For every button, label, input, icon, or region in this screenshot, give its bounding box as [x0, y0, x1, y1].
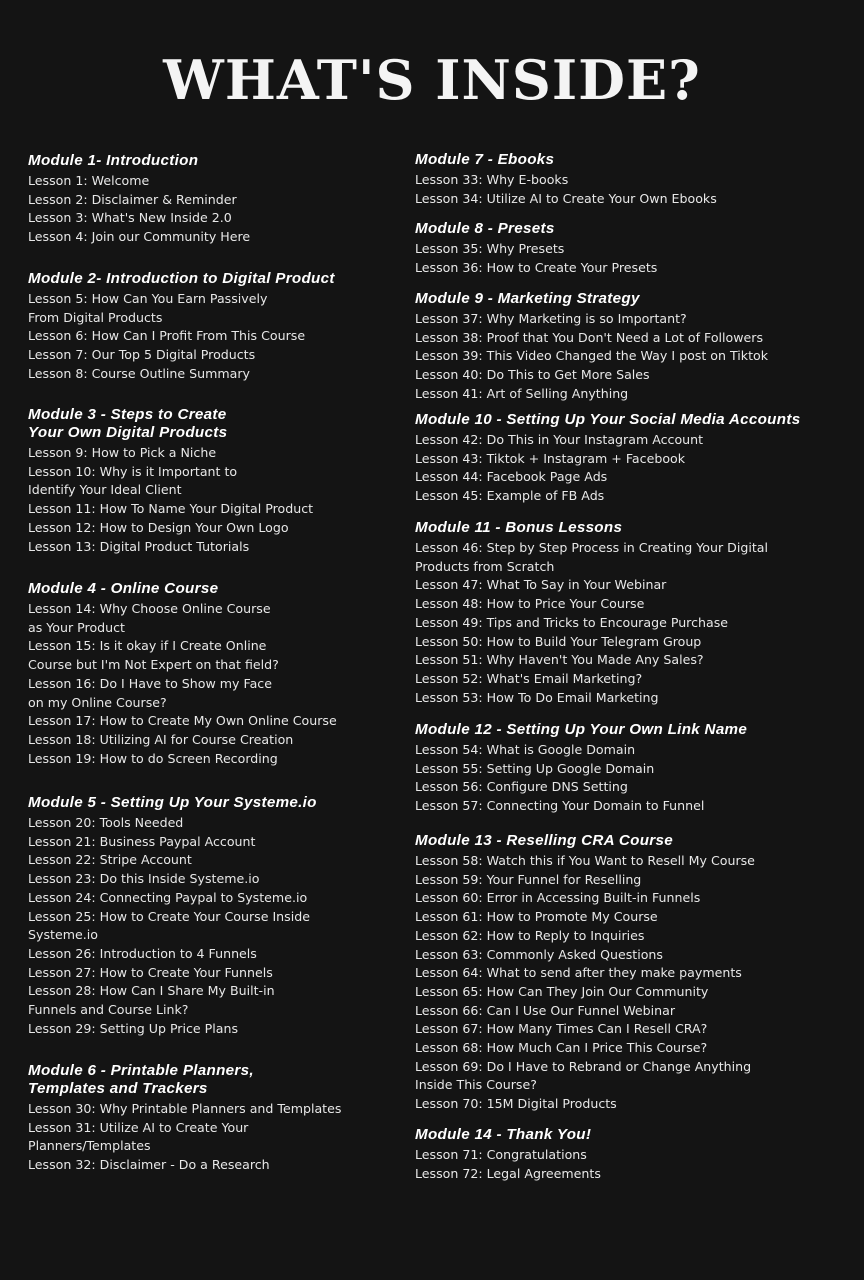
lesson-item: Lesson 39: This Video Changed the Way I post on Tiktok — [415, 348, 768, 364]
lesson-item: Lesson 8: Course Outline Summary — [28, 365, 251, 381]
lesson-item: Lesson 23: Do this Inside Systeme.io — [28, 871, 260, 887]
module-heading: Module 2- Introduction to Digital Product — [28, 270, 335, 287]
lesson-item: Lesson 46: Step by Step Process in Creating Your Digital Products from Scratch — [415, 540, 768, 574]
lesson-item: Lesson 52: What's Email Marketing? — [415, 670, 643, 686]
lesson-item: Lesson 38: Proof that You Don't Need a Lot of Followers — [415, 329, 764, 345]
lesson-item: Lesson 27: How to Create Your Funnels — [28, 964, 273, 980]
lesson-item: Lesson 36: How to Create Your Presets — [415, 259, 658, 275]
lesson-item: Lesson 54: What is Google Domain — [415, 742, 636, 757]
module-section — [415, 151, 860, 208]
module-heading: Module 12 - Setting Up Your Own Link Name — [415, 721, 748, 738]
lesson-item: Lesson 61: How to Promote My Course — [415, 909, 658, 925]
module-section — [28, 406, 458, 556]
lesson-item: Lesson 28: How Can I Share My Built-in Funnels and Course Link? — [28, 983, 275, 1018]
module-section — [415, 1126, 860, 1183]
module-section — [415, 721, 860, 816]
lesson-item: Lesson 16: Do I Have to Show my Face on my Online Course? — [28, 675, 272, 710]
module-heading: Module 14 - Thank You! — [415, 1126, 592, 1143]
lesson-item: Lesson 9: How to Pick a Niche — [28, 445, 217, 460]
lesson-item: Lesson 60: Error in Accessing Built-in Funnels — [415, 890, 701, 906]
lesson-item: Lesson 66: Can I Use Our Funnel Webinar — [415, 1002, 676, 1018]
lesson-item: Lesson 41: Art of Selling Anything — [415, 385, 629, 401]
lesson-item: Lesson 6: How Can I Profit From This Course — [28, 328, 306, 344]
lesson-item: Lesson 24: Connecting Paypal to Systeme.io — [28, 889, 308, 905]
lesson-item: Lesson 71: Congratulations — [415, 1147, 587, 1162]
lesson-item: Lesson 68: How Much Can I Price This Course? — [415, 1040, 708, 1056]
lesson-item: Lesson 31: Utilize AI to Create Your Planners/Templates — [28, 1119, 249, 1154]
lesson-item: Lesson 34: Utilize AI to Create Your Own Ebooks — [415, 190, 717, 206]
lesson-item: Lesson 45: Example of FB Ads — [415, 488, 605, 504]
module-section — [415, 290, 860, 404]
lesson-item: Lesson 1: Welcome — [28, 173, 150, 188]
lesson-item: Lesson 65: How Can They Join Our Community — [415, 983, 709, 999]
module-section — [28, 152, 458, 247]
lesson-item: Lesson 3: What's New Inside 2.0 — [28, 210, 232, 226]
module-section — [28, 1062, 458, 1175]
module-heading: Module 9 - Marketing Strategy — [415, 290, 640, 307]
module-heading: Module 11 - Bonus Lessons — [415, 519, 623, 536]
page-title: WHAT'S INSIDE? — [163, 48, 701, 112]
module-section — [415, 519, 860, 707]
lesson-item: Lesson 13: Digital Product Tutorials — [28, 538, 250, 554]
lesson-item: Lesson 14: Why Choose Online Course as Your Product — [28, 601, 271, 635]
lesson-item: Lesson 55: Setting Up Google Domain — [415, 760, 655, 776]
lesson-item: Lesson 69: Do I Have to Rebrand or Change Anything Inside This Course? — [415, 1058, 752, 1093]
lesson-item: Lesson 2: Disclaimer & Reminder — [28, 191, 237, 207]
module-section — [415, 411, 860, 506]
lesson-item: Lesson 20: Tools Needed — [28, 815, 184, 830]
lesson-item: Lesson 63: Commonly Asked Questions — [415, 946, 663, 962]
lesson-item: Lesson 43: Tiktok + Instagram + Facebook — [415, 450, 686, 466]
lesson-item: Lesson 53: How To Do Email Marketing — [415, 689, 659, 705]
lesson-item: Lesson 17: How to Create My Own Online Course — [28, 713, 337, 729]
lesson-item: Lesson 10: Why is it Important to Identify Your Ideal Client — [28, 463, 238, 498]
lesson-item: Lesson 18: Utilizing AI for Course Creation — [28, 731, 294, 747]
lesson-item: Lesson 4: Join our Community Here — [28, 229, 251, 245]
module-section — [28, 794, 458, 1038]
lesson-item: Lesson 58: Watch this if You Want to Resell My Course — [415, 853, 755, 868]
lesson-item: Lesson 70: 15M Digital Products — [415, 1096, 617, 1112]
lesson-item: Lesson 22: Stripe Account — [28, 852, 192, 868]
module-section — [28, 270, 458, 384]
lesson-item: Lesson 40: Do This to Get More Sales — [415, 367, 650, 383]
lesson-item: Lesson 11: How To Name Your Digital Product — [28, 501, 314, 517]
module-heading: Module 10 - Setting Up Your Social Media Accounts — [415, 411, 801, 428]
lesson-item: Lesson 44: Facebook Page Ads — [415, 469, 608, 485]
lesson-item: Lesson 29: Setting Up Price Plans — [28, 1020, 239, 1036]
module-heading: Module 5 - Setting Up Your Systeme.io — [28, 794, 317, 811]
lesson-item: Lesson 48: How to Price Your Course — [415, 596, 645, 612]
lesson-item: Lesson 26: Introduction to 4 Funnels — [28, 945, 257, 961]
lesson-item: Lesson 57: Connecting Your Domain to Funnel — [415, 798, 705, 814]
lesson-item: Lesson 59: Your Funnel for Reselling — [415, 871, 642, 887]
lesson-item: Lesson 33: Why E-books — [415, 172, 569, 187]
lesson-item: Lesson 56: Configure DNS Setting — [415, 779, 628, 795]
lesson-item: Lesson 5: How Can You Earn Passively From Digital Products — [28, 291, 268, 325]
module-heading: Module 4 - Online Course — [28, 580, 219, 597]
module-section — [415, 220, 860, 277]
lesson-item: Lesson 7: Our Top 5 Digital Products — [28, 347, 256, 363]
lesson-item: Lesson 64: What to send after they make payments — [415, 965, 742, 981]
lesson-item: Lesson 37: Why Marketing is so Important? — [415, 311, 687, 326]
lesson-item: Lesson 21: Business Paypal Account — [28, 833, 256, 849]
module-heading: Module 3 - Steps to Create Your Own Digital Products — [28, 406, 228, 441]
module-section — [415, 832, 860, 1114]
module-heading: Module 8 - Presets — [415, 220, 555, 237]
lesson-item: Lesson 25: How to Create Your Course Inside Systeme.io — [28, 908, 310, 943]
lesson-item: Lesson 15: Is it okay if I Create Online Course but I'm Not Expert on that field? — [28, 638, 279, 673]
lesson-item: Lesson 49: Tips and Tricks to Encourage Purchase — [415, 614, 729, 630]
module-section — [28, 580, 458, 768]
module-heading: Module 6 - Printable Planners, Templates and Trackers — [28, 1062, 254, 1097]
module-heading: Module 1- Introduction — [28, 152, 199, 169]
lesson-item: Lesson 50: How to Build Your Telegram Group — [415, 633, 702, 649]
lesson-item: Lesson 35: Why Presets — [415, 241, 565, 256]
lesson-item: Lesson 19: How to do Screen Recording — [28, 750, 278, 766]
lesson-item: Lesson 47: What To Say in Your Webinar — [415, 577, 667, 593]
lesson-item: Lesson 12: How to Design Your Own Logo — [28, 519, 289, 535]
lesson-item: Lesson 30: Why Printable Planners and Templates — [28, 1101, 342, 1116]
lesson-item: Lesson 67: How Many Times Can I Resell CRA? — [415, 1021, 708, 1037]
lesson-item: Lesson 62: How to Reply to Inquiries — [415, 927, 645, 943]
module-heading: Module 13 - Reselling CRA Course — [415, 832, 673, 849]
lesson-item: Lesson 51: Why Haven't You Made Any Sales? — [415, 652, 704, 668]
lesson-item: Lesson 72: Legal Agreements — [415, 1165, 601, 1181]
module-heading: Module 7 - Ebooks — [415, 151, 555, 168]
lesson-item: Lesson 42: Do This in Your Instagram Account — [415, 432, 704, 447]
lesson-item: Lesson 32: Disclaimer - Do a Research — [28, 1157, 270, 1173]
